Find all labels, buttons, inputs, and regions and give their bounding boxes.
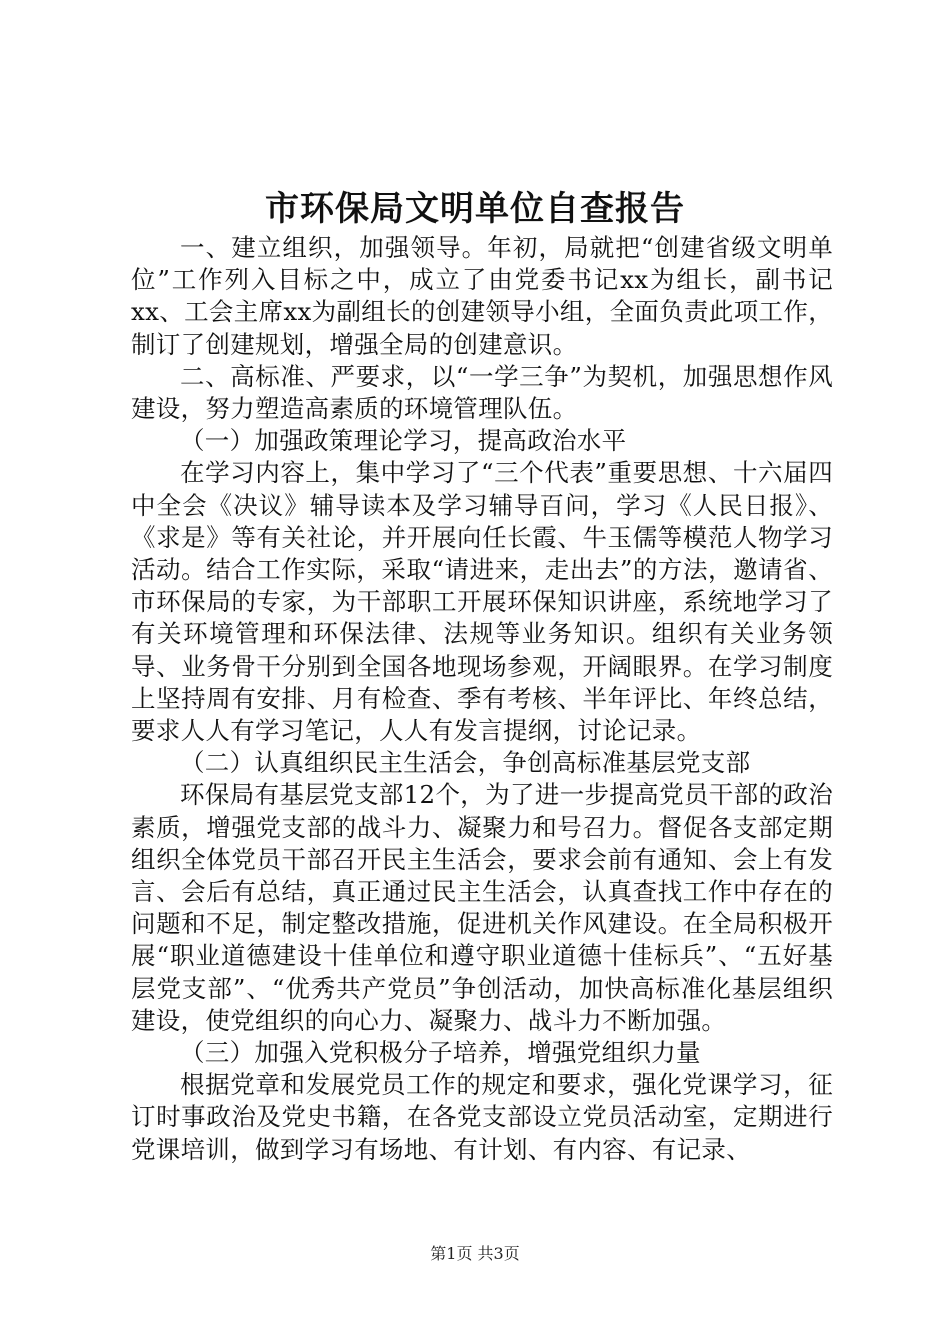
paragraph-section-1: 一、建立组织，加强领导。年初，局就把“创建省级文明单位”工作列入目标之中，成立了由党委书记xx为组长，副书记xx、工会主席xx为副组长的创建领导小组，全面负责此项工作，制订了创建规划，增强全局的创建意识。 xyxy=(131,233,833,359)
subheading-3: （三）加强入党积极分子培养，增强党组织力量 xyxy=(180,1038,701,1068)
paragraph-party-training: 根据党章和发展党员工作的规定和要求，强化党课学习，征订时事政治及党史书籍，在各党支部设立党员活动室，定期进行党课培训，做到学习有场地、有计划、有内容、有记录、 xyxy=(131,1070,833,1164)
paragraph-party-branches: 环保局有基层党支部12个，为了进一步提高党员干部的政治素质，增强党支部的战斗力、凝聚力和号召力。督促各支部定期组织全体党员干部召开民主生活会，要求会前有通知、会上有发言、会后有总结，真正通过民主生活会，认真查找工作中存在的问题和不足，制定整改措施，促进机关作风建设。在全局积极开展“职业道德建设十佳单位和遵守职业道德十佳标兵”、“五好基层党支部”、“优秀共产党员”争创活动，加快高标准化基层组织建设，使党组织的向心力、凝聚力、战斗力不断加强。 xyxy=(131,780,833,1035)
subheading-2: （二）认真组织民主生活会，争创高标准基层党支部 xyxy=(180,748,751,778)
subheading-1: （一）加强政策理论学习，提高政治水平 xyxy=(180,426,627,456)
paragraph-study-content: 在学习内容上，集中学习了“三个代表”重要思想、十六届四中全会《决议》辅导读本及学习辅导百问，学习《人民日报》、《求是》等有关社论，并开展向任长霞、牛玉儒等模范人物学习活动。结合工作实际，采取“请进来，走出去”的方法，邀请省、市环保局的专家，为干部职工开展环保知识讲座，系统地学习了有关环境管理和环保法律、法规等业务知识。组织有关业务领导、业务骨干分别到全国各地现场参观，开阔眼界。在学习制度上坚持周有安排、月有检查、季有考核、半年评比、年终总结，要求人人有学习笔记，人人有发言提纲，讨论记录。 xyxy=(131,458,833,746)
document-title: 市环保局文明单位自查报告 xyxy=(265,189,685,229)
paragraph-section-2: 二、高标准、严要求，以“一学三争”为契机，加强思想作风建设，努力塑造高素质的环境管理队伍。 xyxy=(131,361,833,424)
document-body xyxy=(131,232,833,1166)
page-footer: 第1页 共3页 xyxy=(430,1244,520,1263)
